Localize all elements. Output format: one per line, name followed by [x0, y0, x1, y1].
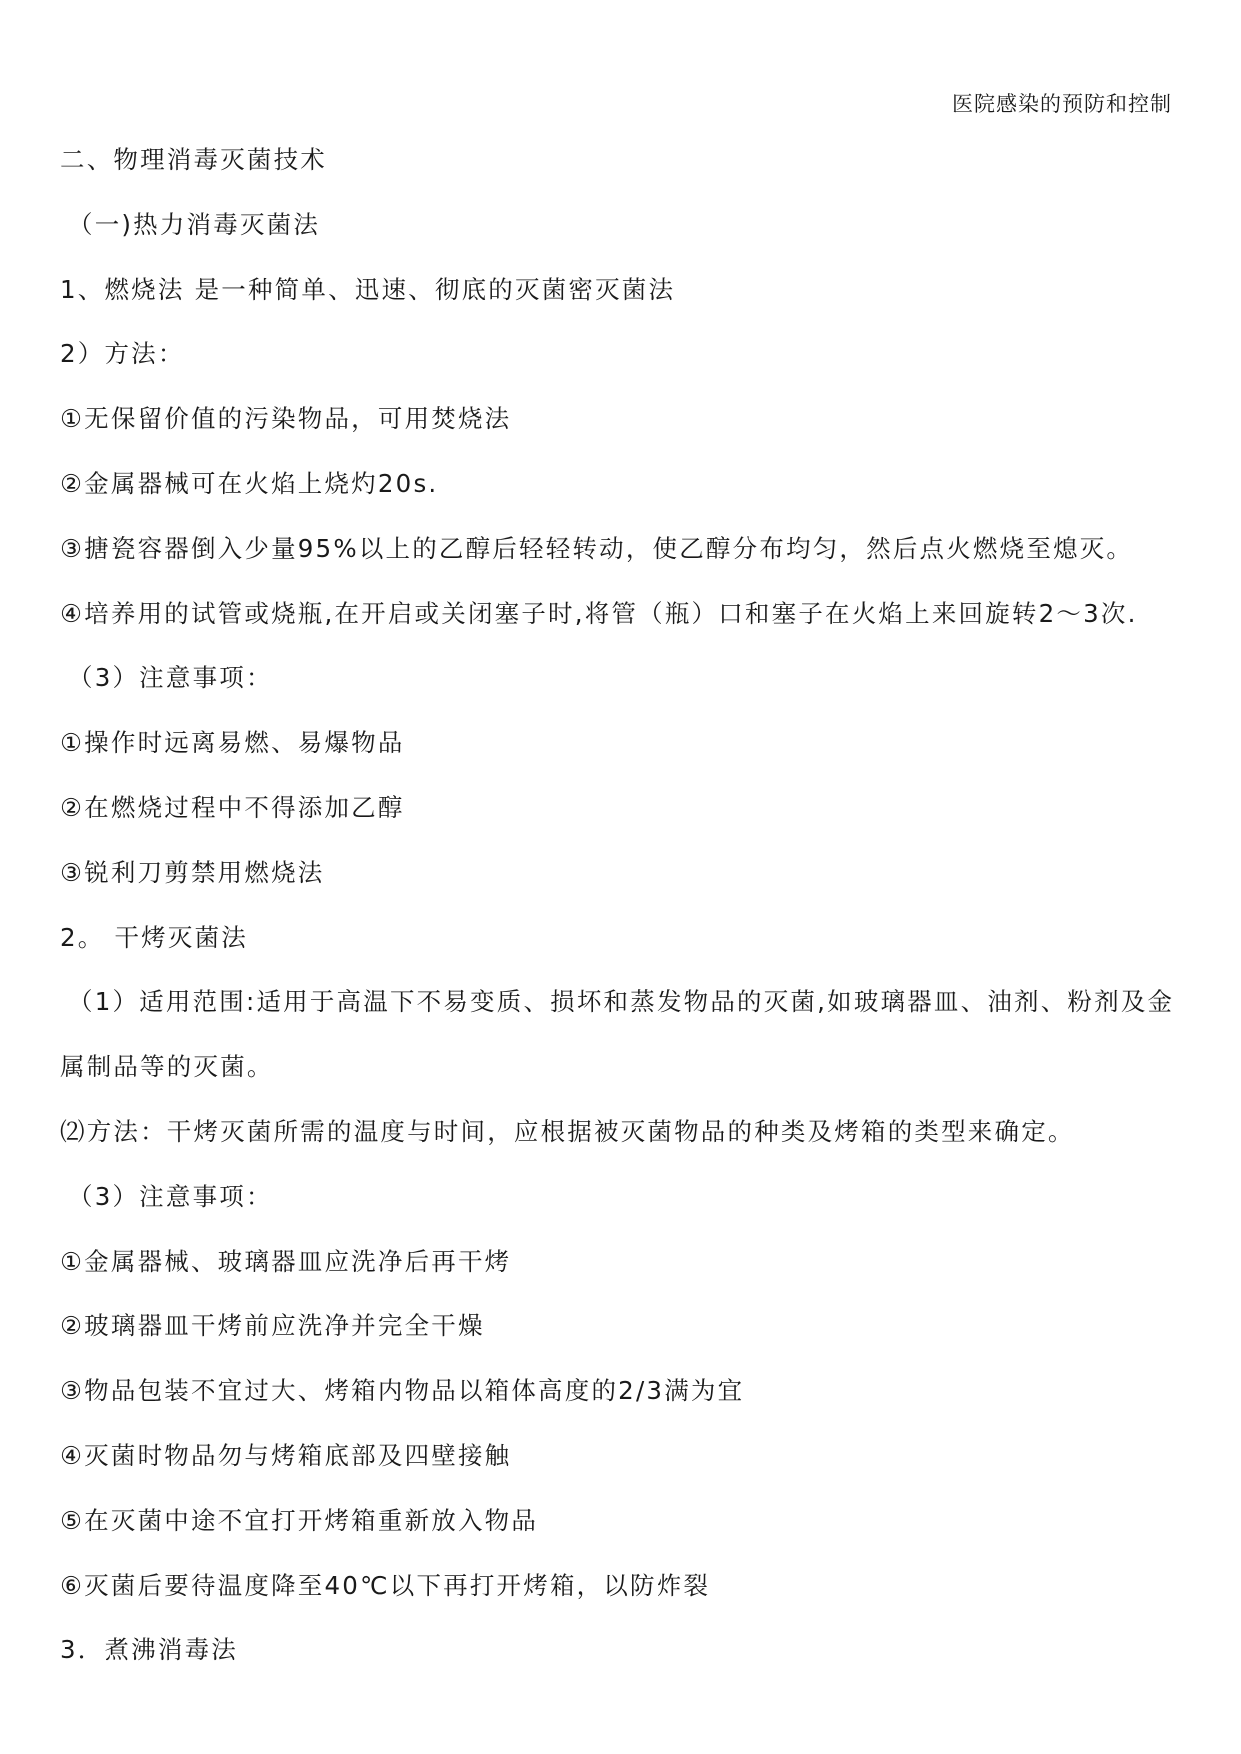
list-item: ①操作时远离易燃、易爆物品: [60, 728, 405, 758]
list-item: ⑥灭菌后要待温度降至40℃以下再打开烤箱，以防炸裂: [60, 1570, 711, 1600]
method-heading: 2。 干烤灭菌法: [60, 922, 248, 952]
list-item: ①金属器械、玻璃器皿应洗净后再干烤: [60, 1246, 512, 1276]
sub-heading: （3）注意事项：: [68, 663, 273, 693]
running-header: 医院感染的预防和控制: [952, 92, 1172, 116]
list-item: ②玻璃器皿干烤前应洗净并完全干燥: [60, 1311, 485, 1341]
list-item: ③搪瓷容器倒入少量95%以上的乙醇后轻轻转动，使乙醇分布均匀，然后点火燃烧至熄灭。: [60, 533, 1134, 563]
document-body: [60, 128, 1180, 1683]
list-item: ④培养用的试管或烧瓶,在开启或关闭塞子时,将管（瓶）口和塞子在火焰上来回旋转2～3次.: [60, 598, 1138, 628]
paragraph-line: （1）适用范围:适用于高温下不易变质、损坏和蒸发物品的灭菌,如玻璃器皿、油剂、粉剂及金: [68, 987, 1175, 1017]
list-item: ④灭菌时物品勿与烤箱底部及四壁接触: [60, 1440, 512, 1470]
subsection-heading: （一)热力消毒灭菌法: [68, 209, 321, 239]
list-item: ②金属器械可在火焰上烧灼20s.: [60, 468, 439, 498]
list-item: ⑤在灭菌中途不宜打开烤箱重新放入物品: [60, 1505, 539, 1535]
method-heading: 1、燃烧法 是一种简单、迅速、彻底的灭菌密灭菌法: [60, 274, 676, 304]
section-heading: 二、物理消毒灭菌技术: [60, 145, 327, 174]
list-item: ③物品包装不宜过大、烤箱内物品以箱体高度的2/3满为宜: [60, 1376, 745, 1406]
paragraph-line: 属制品等的灭菌。: [60, 1052, 274, 1082]
paragraph-line: ⑵方法：干烤灭菌所需的温度与时间，应根据被灭菌物品的种类及烤箱的类型来确定。: [60, 1116, 1075, 1146]
sub-heading: （3）注意事项：: [68, 1181, 273, 1211]
method-heading: 3．煮沸消毒法: [60, 1635, 238, 1665]
list-item: ③锐利刀剪禁用燃烧法: [60, 857, 325, 887]
list-item: ①无保留价值的污染物品，可用焚烧法: [60, 404, 512, 434]
list-item: ②在燃烧过程中不得添加乙醇: [60, 792, 405, 822]
sub-heading: 2）方法：: [60, 339, 185, 369]
